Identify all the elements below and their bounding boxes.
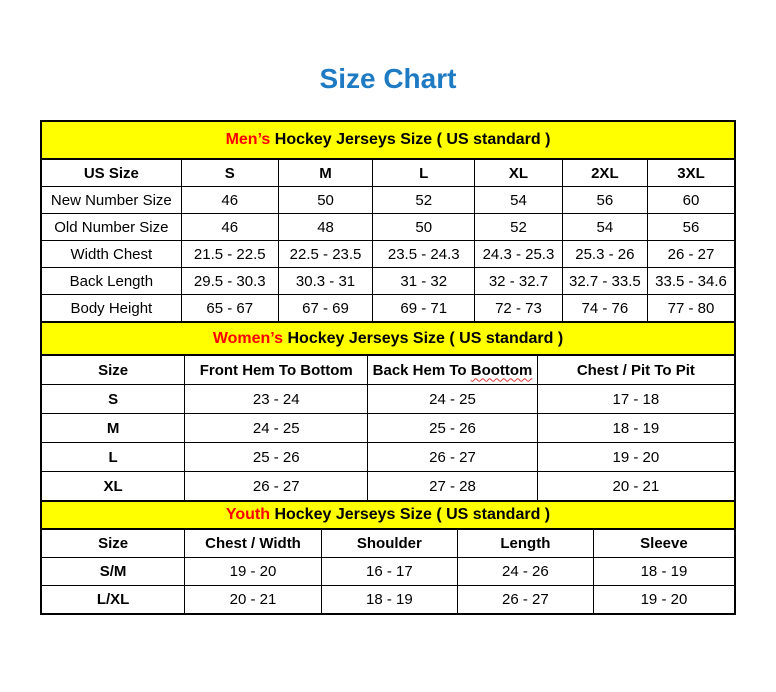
table-row: [41, 187, 735, 214]
cell-value: 69 - 71: [373, 295, 475, 323]
cell-value: 50: [278, 187, 372, 214]
cell-value: 22.5 - 23.5: [278, 241, 372, 268]
column-header: S: [181, 159, 278, 187]
table-row: [41, 241, 735, 268]
cell-value: 24 - 26: [457, 558, 593, 586]
cell-value: 46: [181, 187, 278, 214]
cell-value: 74 - 76: [562, 295, 647, 323]
table-row: [41, 268, 735, 295]
cell-value: 32 - 32.7: [475, 268, 562, 295]
cell-value: 19 - 20: [593, 586, 735, 615]
cell-value: 65 - 67: [181, 295, 278, 323]
cell-value: 18 - 19: [593, 558, 735, 586]
column-header: Chest / Width: [185, 529, 322, 558]
womens-section-header: Women’s Hockey Jerseys Size ( US standard ): [41, 322, 735, 355]
cell-value: 24 - 25: [368, 385, 537, 414]
cell-value: 26 - 27: [457, 586, 593, 615]
cell-value: 25 - 26: [185, 443, 368, 472]
cell-value: 56: [562, 187, 647, 214]
cell-value: 54: [562, 214, 647, 241]
youth-section-header: Youth Hockey Jerseys Size ( US standard ): [41, 501, 735, 529]
row-label: New Number Size: [41, 187, 181, 214]
size-chart-sections: [0, 120, 776, 615]
cell-value: 18 - 19: [321, 586, 457, 615]
row-label: S/M: [41, 558, 185, 586]
cell-value: 30.3 - 31: [278, 268, 372, 295]
table-row: [41, 472, 735, 502]
page-title: Size Chart: [319, 63, 457, 94]
cell-value: 31 - 32: [373, 268, 475, 295]
section-header-highlight: Men’s: [225, 131, 271, 148]
row-label: S: [41, 385, 185, 414]
row-label: L/XL: [41, 586, 185, 615]
column-header: Front Hem To Bottom: [185, 355, 368, 385]
mens-section-header: Men’s Hockey Jerseys Size ( US standard ): [41, 121, 735, 159]
womens-size-table: [40, 321, 736, 502]
mens-column-header-row: [41, 159, 735, 187]
cell-value: 33.5 - 34.6: [648, 268, 735, 295]
misspelled-word: Boottom: [470, 361, 533, 379]
womens-column-header-row: [41, 355, 735, 385]
column-header: US Size: [41, 159, 181, 187]
column-header: Sleeve: [593, 529, 735, 558]
cell-value: 21.5 - 22.5: [181, 241, 278, 268]
cell-value: 24 - 25: [185, 414, 368, 443]
row-label: Body Height: [41, 295, 181, 323]
section-header-highlight: Women’s: [212, 329, 284, 347]
cell-value: 46: [181, 214, 278, 241]
column-header: Size: [41, 355, 185, 385]
youth-column-header-row: [41, 529, 735, 558]
section-header-highlight: Youth: [225, 506, 270, 523]
row-label: XL: [41, 472, 185, 502]
cell-value: 27 - 28: [368, 472, 537, 502]
cell-value: 48: [278, 214, 372, 241]
cell-value: 29.5 - 30.3: [181, 268, 278, 295]
cell-value: 20 - 21: [537, 472, 735, 502]
table-row: [41, 295, 735, 323]
cell-value: 25 - 26: [368, 414, 537, 443]
cell-value: 26 - 27: [648, 241, 735, 268]
column-header: Size: [41, 529, 185, 558]
table-row: [41, 414, 735, 443]
cell-value: 23.5 - 24.3: [373, 241, 475, 268]
cell-value: 67 - 69: [278, 295, 372, 323]
table-row: [41, 443, 735, 472]
cell-value: 16 - 17: [321, 558, 457, 586]
cell-value: 20 - 21: [185, 586, 322, 615]
column-header: Shoulder: [321, 529, 457, 558]
column-header: M: [278, 159, 372, 187]
table-row: [41, 385, 735, 414]
column-header: 2XL: [562, 159, 647, 187]
row-label: Back Length: [41, 268, 181, 295]
column-header: L: [373, 159, 475, 187]
cell-value: 56: [648, 214, 735, 241]
cell-value: 18 - 19: [537, 414, 735, 443]
cell-value: 19 - 20: [185, 558, 322, 586]
row-label: M: [41, 414, 185, 443]
youth-size-table: [40, 500, 736, 615]
mens-banner-row: [41, 121, 735, 159]
cell-value: 19 - 20: [537, 443, 735, 472]
cell-value: 23 - 24: [185, 385, 368, 414]
column-header: XL: [475, 159, 562, 187]
column-header: Back Hem To Boottom: [368, 355, 537, 385]
cell-value: 17 - 18: [537, 385, 735, 414]
cell-value: 26 - 27: [185, 472, 368, 502]
row-label: Width Chest: [41, 241, 181, 268]
cell-value: 26 - 27: [368, 443, 537, 472]
table-row: [41, 586, 735, 615]
row-label: L: [41, 443, 185, 472]
youth-banner-row: [41, 501, 735, 529]
table-row: [41, 558, 735, 586]
womens-banner-row: [41, 322, 735, 355]
column-header: Length: [457, 529, 593, 558]
cell-value: 25.3 - 26: [562, 241, 647, 268]
cell-value: 60: [648, 187, 735, 214]
column-header: 3XL: [648, 159, 735, 187]
cell-value: 32.7 - 33.5: [562, 268, 647, 295]
cell-value: 52: [475, 214, 562, 241]
cell-value: 54: [475, 187, 562, 214]
cell-value: 52: [373, 187, 475, 214]
cell-value: 24.3 - 25.3: [475, 241, 562, 268]
cell-value: 77 - 80: [648, 295, 735, 323]
column-header: Chest / Pit To Pit: [537, 355, 735, 385]
row-label: Old Number Size: [41, 214, 181, 241]
cell-value: 50: [373, 214, 475, 241]
table-row: [41, 214, 735, 241]
mens-size-table: [40, 120, 736, 323]
cell-value: 72 - 73: [475, 295, 562, 323]
